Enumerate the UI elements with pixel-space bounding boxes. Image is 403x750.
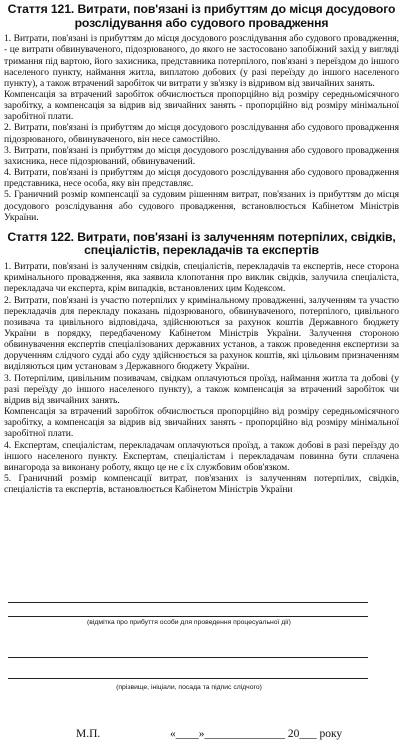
article-121-paragraph: 5. Граничний розмір компенсації за судовим рішенням витрат, пов'язаних із прибуттям до місця досудового розслідування або судового провадження, встановлюється Кабінетом Міністрів України. bbox=[4, 189, 399, 223]
stamp-label: М.П. bbox=[76, 728, 101, 740]
article-121-paragraph: 2. Витрати, пов'язані із прибуттям до місця досудового розслідування або судового провадження підозрюваного, обвинуваченого, він несе самостійно. bbox=[4, 122, 399, 145]
article-121-body bbox=[4, 33, 399, 223]
article-122-paragraph: 4. Експертам, спеціалістам, перекладачам оплачуються проїзд, а також добові в разі переїзду до іншого населеного пункту. Експертам, спеціалістам і перекладачам повинна бути сплачена винагорода за виконану роботу, якщо це не є їх службовим обов'язком. bbox=[4, 439, 399, 473]
document-page bbox=[4, 2, 399, 495]
article-122-body bbox=[4, 261, 399, 495]
article-121-paragraph: Компенсація за втрачений заробіток обчислюється пропорційно від розміру середньомісячного заробітку, а компенсація за відрив від звичайних занять - пропорційно від розміру мінімальної заробітної плати. bbox=[4, 88, 399, 123]
arrival-mark-line bbox=[8, 616, 368, 617]
article-121-paragraph: 4. Витрати, пов'язані із прибуттям до місця досудового розслідування або судового провадження представника, несе особа, яку він представляє. bbox=[4, 167, 399, 190]
article-121-paragraph: 1. Витрати, пов'язані із прибуттям до місця досудового розслідування або судового провадження, - це витрати обвинуваченого, підозрюваного, до якого не застосовано запобіжний захід у вигляді тримання під вартою, його захисника, представника потерпілого, пов'язані з переїздом до іншого населеного пункту, наймання житла, виплатою добових (у разі переїзду до іншого населеного пункту), а також втрачений заробіток чи витрати у зв'язку із відривом від звичайних занять. bbox=[4, 33, 399, 89]
article-122-paragraph: 1. Витрати, пов'язані із залученням свідків, спеціалістів, перекладачів та експертів, несе сторона кримінального провадження, яка заявила клопотання про виклик свідків, залучила спеціаліста, перекладача чи експерта, крім випадків, встановлених цим Кодексом. bbox=[4, 261, 399, 295]
investigator-signature-line bbox=[8, 678, 368, 679]
article-121-paragraph: 3. Витрати, пов'язані із прибуттям до місця досудового розслідування або судового провадження захисника, несе підозрюваний, обвинувачений. bbox=[4, 144, 399, 167]
arrival-mark-line bbox=[8, 602, 368, 603]
investigator-signature-line bbox=[8, 657, 368, 658]
arrival-mark-caption: (відмітка про прибуття особи для проведення процесуальної дії) bbox=[87, 619, 291, 626]
article-122-title: Стаття 122. Витрати, пов'язані із залученням потерпілих, свідків, спеціалістів, перекладачів та експертів bbox=[7, 229, 396, 258]
article-122-paragraph: 5. Граничний розмір компенсації витрат, пов'язаних із залученням потерпілих, свідків, спеціалістів та експертів, встановлюється Кабінетом Міністрів України bbox=[4, 473, 399, 496]
article-122-paragraph: 3. Потерпілим, цивільним позивачам, свідкам оплачуються проїзд, наймання житла та добові (у разі переїзду до іншого населеного пункту), а також компенсація за втрачений заробіток чи відрив від звичайних занять. bbox=[4, 372, 399, 406]
article-122-paragraph: Компенсація за втрачений заробіток обчислюється пропорційно від розміру середньомісячного заробітку, а компенсація за відрив від звичайних занять - пропорційно від розміру мінімальної заробітної плати. bbox=[4, 406, 399, 440]
date-field: «____»______________ 20___ року bbox=[170, 728, 343, 740]
article-121-title: Стаття 121. Витрати, пов'язані із прибуттям до місця досудового розслідування або судового провадження bbox=[7, 2, 396, 30]
article-122-paragraph: 2. Витрати, пов'язані із участю потерпілих у кримінальному провадженні, залученням та участю перекладачів для перекладу показань підозрюваного, обвинуваченого, потерпілого, цивільного позивача та цивільного відповідача, здійснюються за рахунок коштів Державного бюджету України в порядку, передбаченому Кабінетом Міністрів України. Залучення стороною обвинувачення експертів спеціалізованих державних установ, а також проведення експертизи за дорученням слідчого судді або суду здійснюється за рахунок коштів, які цільовим призначенням виділяються цим установам з Державного бюджету України. bbox=[4, 294, 399, 373]
stamp-date-row bbox=[0, 728, 403, 742]
investigator-signature-caption: (прізвище, ініціали, посада та підпис слідчого) bbox=[116, 684, 262, 691]
